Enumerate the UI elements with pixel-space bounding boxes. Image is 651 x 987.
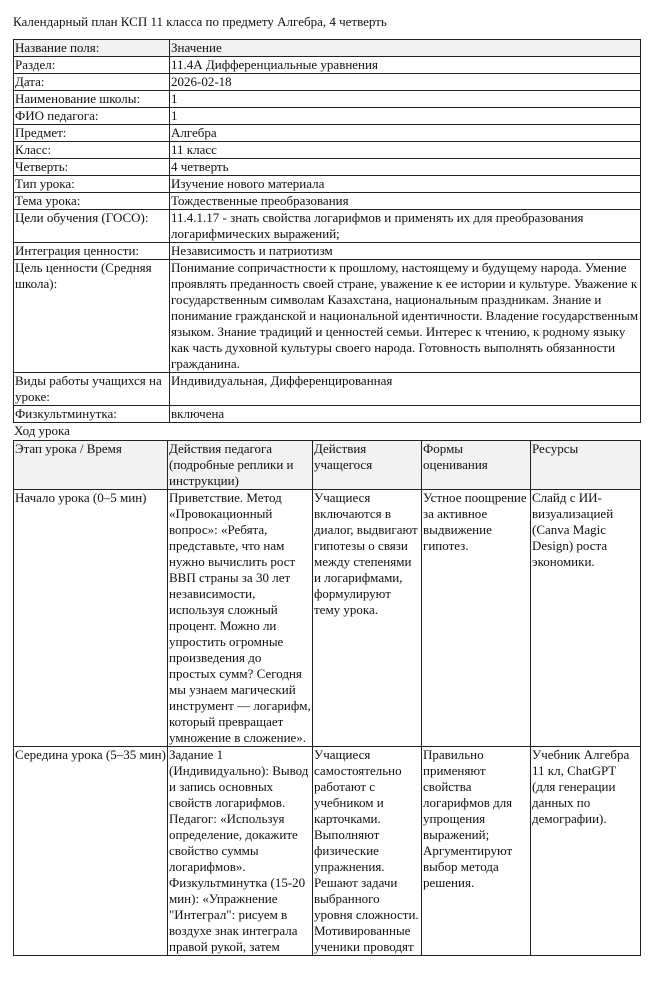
meta-field-label: Четверть: [14, 159, 170, 176]
meta-field-value: 11 класс [170, 142, 641, 159]
plan-teacher-actions: Задание 1 (Индивидуально): Вывод и запись основных свойств логарифмов. Педагог: «Используя определение, докажите свойство суммы логарифмов». Физкультминутка (15-20 мин): «Упражнение "Интеграл": рисуем в воздухе знак интеграла правой рукой, затем [168, 747, 313, 956]
plan-row [14, 490, 641, 747]
meta-row [14, 91, 641, 108]
meta-row [14, 260, 641, 373]
plan-resources: Учебник Алгебра 11 кл, ChatGPT (для генерации данных по демографии). [531, 747, 641, 956]
plan-table-header [14, 441, 641, 490]
meta-row [14, 243, 641, 260]
plan-row [14, 747, 641, 956]
lesson-plan-table [13, 440, 641, 956]
meta-header-value: Значение [170, 40, 641, 57]
meta-field-value: Тождественные преобразования [170, 193, 641, 210]
meta-field-label: Цель ценности (Средняя школа): [14, 260, 170, 373]
plan-teacher-actions: Приветствие. Метод «Провокационный вопрос»: «Ребята, представьте, что нам нужно вычислить рост ВВП страны за 30 лет независимости, используя сложный процент. Можно ли упростить огромные произведения до простых сумм? Сегодня мы узнаем магический инструмент — логарифм, который превращает умножение в сложение». [169, 490, 311, 745]
meta-field-label: Физкультминутка: [14, 406, 170, 423]
meta-field-value: включена [170, 406, 641, 423]
meta-field-value: 1 [170, 91, 641, 108]
meta-row [14, 125, 641, 142]
meta-field-value: 11.4.1.17 - знать свойства логарифмов и применять их для преобразования логарифмических выражений; [170, 210, 641, 243]
plan-header-resources: Ресурсы [531, 441, 641, 490]
meta-row [14, 57, 641, 74]
meta-row [14, 142, 641, 159]
meta-row [14, 176, 641, 193]
plan-student-actions: Учащиеся включаются в диалог, выдвигают гипотезы о связи между степенями и логарифмами, формулируют тему урока. [313, 490, 422, 747]
meta-field-value: Алгебра [170, 125, 641, 142]
meta-field-value: Понимание сопричастности к прошлому, настоящему и будущему народа. Умение проявлять преданность своей стране, уважение к ее истории и культуре. Уважение к государственным символам Казахстана, национальным праздникам. Знание и понимание гражданской и национальной идентичности. Владение государственным языком. Знание традиций и ценностей семьи. Интерес к чтению, к родному языку как часть духовной культуры своего народа. Готовность выполнять обязанности гражданина. [170, 260, 641, 373]
meta-row [14, 406, 641, 423]
section-title: Ход урока [14, 423, 70, 438]
meta-field-label: Раздел: [14, 57, 170, 74]
plan-assessment: Устное поощрение за активное выдвижение гипотез. [422, 490, 531, 747]
meta-row [14, 373, 641, 406]
meta-field-label: Интеграция ценности: [14, 243, 170, 260]
plan-student-actions: Учащиеся самостоятельно работают с учебником и карточками. Выполняют физические упражнения. Решают задачи выбранного уровня сложности. Мотивированные ученики проводят [313, 747, 422, 956]
meta-field-value: 1 [170, 108, 641, 125]
meta-table-header [14, 40, 641, 57]
meta-field-value: 11.4А Дифференциальные уравнения [170, 57, 641, 74]
plan-header-assessment: Формы оценивания [422, 441, 531, 490]
plan-header-student: Действия учащегося [313, 441, 422, 490]
meta-row [14, 74, 641, 91]
meta-field-label: Дата: [14, 74, 170, 91]
plan-stage: Середина урока (5–35 мин) [14, 747, 168, 956]
meta-field-label: Тип урока: [14, 176, 170, 193]
meta-field-label: Цели обучения (ГОСО): [14, 210, 170, 243]
meta-row [14, 210, 641, 243]
plan-header-teacher: Действия педагога (подробные реплики и инструкции) [168, 441, 313, 490]
meta-field-value: 2026-02-18 [170, 74, 641, 91]
document-title: Календарный план КСП 11 класса по предмету Алгебра, 4 четверть [13, 14, 387, 29]
meta-field-value: 4 четверть [170, 159, 641, 176]
meta-table [13, 39, 641, 423]
meta-field-label: ФИО педагога: [14, 108, 170, 125]
meta-field-label: Виды работы учащихся на уроке: [14, 373, 170, 406]
meta-field-label: Предмет: [14, 125, 170, 142]
plan-resources: Слайд с ИИ-визуализацией (Canva Magic Design) роста экономики. [531, 490, 641, 747]
meta-header-field: Название поля: [14, 40, 170, 57]
meta-field-label: Тема урока: [14, 193, 170, 210]
meta-row [14, 159, 641, 176]
meta-field-value: Независимость и патриотизм [170, 243, 641, 260]
meta-row [14, 108, 641, 125]
plan-assessment: Правильно применяют свойства логарифмов для упрощения выражений; Аргументируют выбор метода решения. [422, 747, 531, 956]
plan-header-stage: Этап урока / Время [14, 441, 168, 490]
meta-field-value: Индивидуальная, Дифференцированная [170, 373, 641, 406]
meta-field-value: Изучение нового материала [170, 176, 641, 193]
meta-field-label: Наименование школы: [14, 91, 170, 108]
plan-stage: Начало урока (0–5 мин) [14, 490, 168, 747]
meta-field-label: Класс: [14, 142, 170, 159]
meta-row [14, 193, 641, 210]
